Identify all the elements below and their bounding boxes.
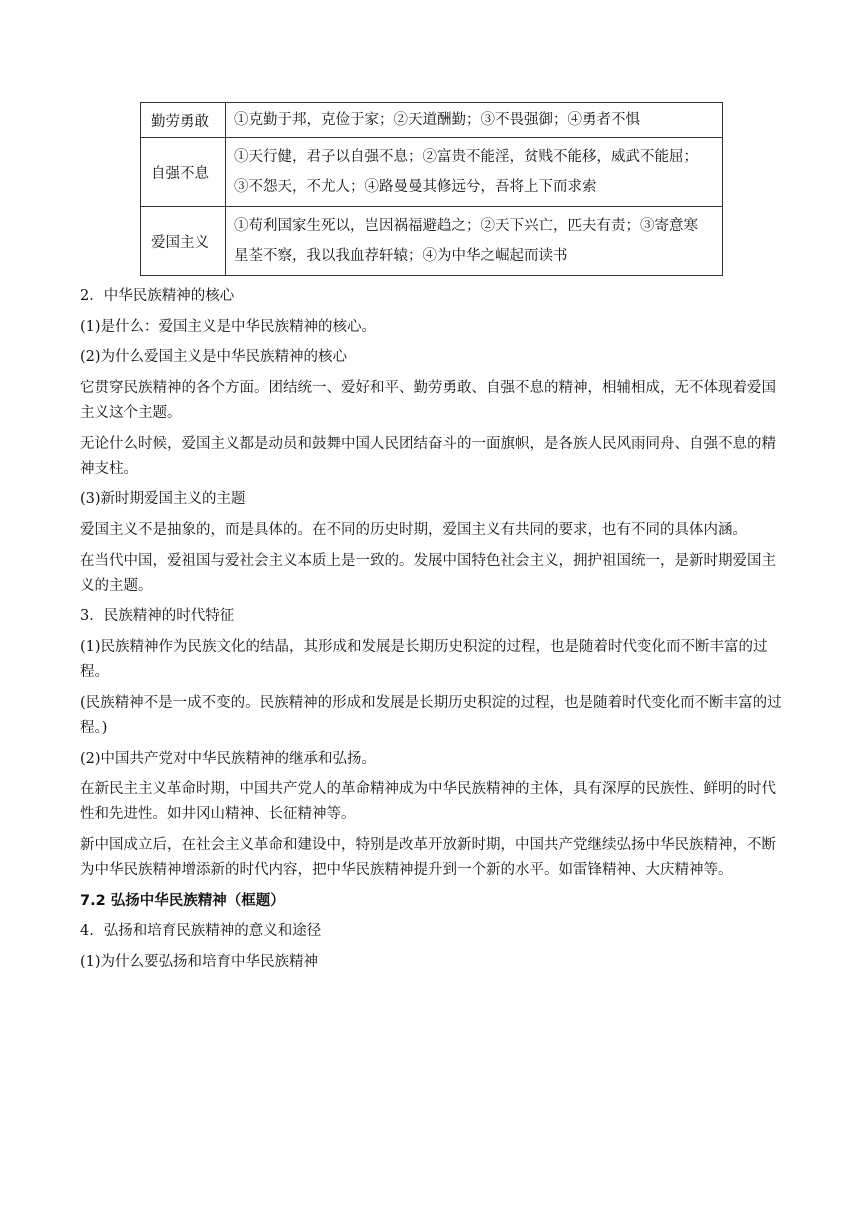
paragraph: (1)为什么要弘扬和培育中华民族精神 [80, 953, 319, 970]
paragraph: 它贯穿民族精神的各个方面。团结统一、爱好和平、勤劳勇敢、自强不息的精神，相辅相成，无不体现着爱国主义这个主题。 [80, 379, 776, 421]
paragraph: 在新民主主义革命时期，中国共产党人的革命精神成为中华民族精神的主体，具有深厚的民族性、鲜明的时代性和先进性。如井冈山精神、长征精神等。 [80, 781, 776, 823]
paragraph: (1)民族精神作为民族文化的结晶，其形成和发展是长期历史积淀的过程，也是随着时代变化而不断丰富的过程。 [80, 638, 768, 681]
section-heading: 3．民族精神的时代特征 [80, 608, 235, 625]
desc-line: ①天行健，君子以自强不息；②富贵不能淫，贫贱不能移，威武不能屈； [234, 149, 698, 165]
section-heading: 2．中华民族精神的核心 [80, 288, 235, 304]
row-desc-cell [226, 138, 723, 207]
paragraph: (2)为什么爱国主义是中华民族精神的核心 [80, 349, 348, 366]
paragraph: 新中国成立后，在社会主义革命和建设中，特别是改革开放新时期，中国共产党继续弘扬中华民族精神，不断为中华民族精神增添新的时代内容，把中华民族精神提升到一个新的水平。如雷锋精神、大庆精神等。 [80, 836, 776, 879]
chapter-heading: 7.2 弘扬中华民族精神（框题） [80, 892, 285, 909]
section-heading: 4．弘扬和培育民族精神的意义和途径 [80, 923, 322, 940]
row-desc-cell [226, 207, 723, 276]
body-text [80, 284, 785, 981]
table-row [141, 138, 723, 207]
paragraph: (1)是什么：爱国主义是中华民族精神的核心。 [80, 318, 377, 335]
table-row [141, 103, 723, 138]
paragraph: 无论什么时候，爱国主义都是动员和鼓舞中国人民团结奋斗的一面旗帜，是各族人民风雨同舟、自强不息的精神支柱。 [80, 435, 776, 477]
paragraph: 爱国主义不是抽象的，而是具体的。在不同的历史时期，爱国主义有共同的要求，也有不同的具体内涵。 [80, 521, 747, 538]
desc-line: ①苟利国家生死以，岂因祸福避趋之；②天下兴亡，匹夫有责；③寄意寒 [234, 218, 698, 234]
table-row [141, 207, 723, 276]
virtues-table [140, 102, 723, 276]
paragraph: (2)中国共产党对中华民族精神的继承和弘扬。 [80, 750, 377, 767]
desc-line: ①克勤于邦，克俭于家；②天道酬勤；③不畏强御；④勇者不惧 [234, 112, 640, 128]
paragraph: (民族精神不是一成不变的。民族精神的形成和发展是长期历史积淀的过程，也是随着时代变化而不断丰富的过程。) [80, 694, 782, 736]
desc-line: ③不怨天，不尤人；④路曼曼其修远兮，吾将上下而求索 [234, 179, 597, 195]
row-name-cell: 自强不息 [141, 138, 226, 207]
desc-line: 星荃不察，我以我血荐轩辕；④为中华之崛起而读书 [234, 248, 568, 264]
row-name-cell: 爱国主义 [141, 207, 226, 276]
paragraph: 在当代中国，爱祖国与爱社会主义本质上是一致的。发展中国特色社会主义，拥护祖国统一，是新时期爱国主义的主题。 [80, 552, 776, 594]
row-name-cell: 勤劳勇敢 [141, 103, 226, 138]
row-desc-cell [226, 103, 723, 138]
paragraph: (3)新时期爱国主义的主题 [80, 491, 246, 508]
